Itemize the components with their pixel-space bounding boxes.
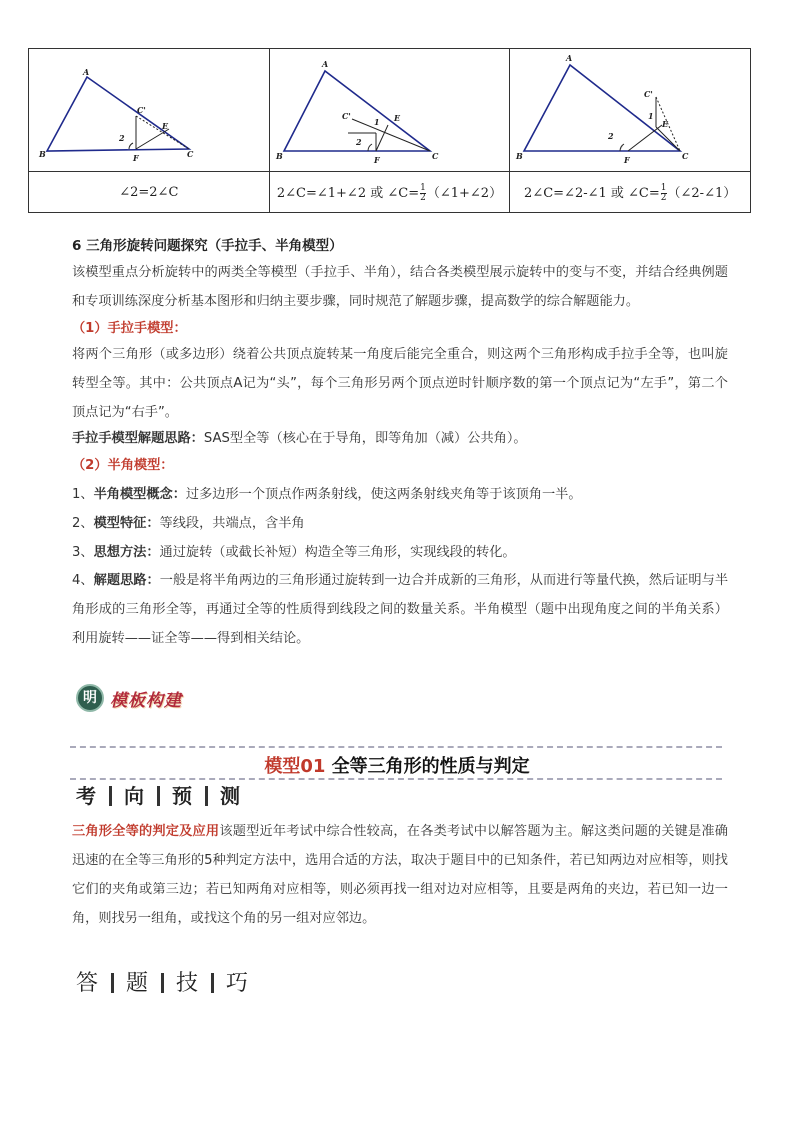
handshake-strategy bbox=[72, 424, 728, 453]
label-c: C bbox=[187, 149, 194, 159]
label-c-prime: C' bbox=[644, 89, 654, 99]
item-number: 4、 bbox=[72, 573, 94, 588]
item-text: 通过旋转（或截长补短）构造全等三角形，实现线段的转化。 bbox=[159, 545, 516, 560]
item-label: 模型特征： bbox=[93, 516, 160, 531]
item-text: 等线段，共端点，含半角 bbox=[159, 516, 305, 531]
figure-1-cell bbox=[29, 49, 270, 172]
item-label: 半角模型概念： bbox=[93, 487, 186, 502]
item-label: 思想方法： bbox=[93, 545, 160, 560]
heading-char: 测 bbox=[220, 784, 241, 808]
heading-char: 预 bbox=[172, 784, 193, 808]
label-b: B bbox=[39, 149, 46, 159]
item-number: 3、 bbox=[72, 545, 94, 560]
section-6-intro: 该模型重点分析旋转中的两类全等模型（手拉手、半角），结合各类模型展示旋转中的变与不变，并结合经典例题和专项训练深度分析基本图形和归纳主要步骤，同时规范了解题步骤，提高数学的综合解题能力。 bbox=[72, 265, 728, 309]
heading-char: 技 bbox=[176, 971, 200, 996]
figure-1-caption: ∠2=2∠C bbox=[29, 172, 270, 213]
label-a: A bbox=[566, 53, 573, 63]
label-angle-2: 2 bbox=[119, 133, 125, 143]
handshake-model-title: （1）手拉手模型： bbox=[72, 321, 187, 336]
figure-table bbox=[28, 48, 751, 213]
figure-2 bbox=[270, 49, 508, 167]
half-angle-item-3 bbox=[72, 538, 728, 567]
figure-3 bbox=[510, 49, 760, 167]
forecast-text bbox=[72, 817, 728, 933]
figure-2-caption bbox=[269, 172, 510, 213]
forecast-label: 三角形全等的判定及应用 bbox=[72, 824, 220, 839]
fraction-denominator: 2 bbox=[420, 192, 426, 203]
label-angle-2: 2 bbox=[608, 131, 614, 141]
model-title-text: 全等三角形的性质与判定 bbox=[331, 756, 530, 777]
half-angle-item-2 bbox=[72, 509, 728, 538]
template-badge bbox=[76, 684, 210, 712]
label-f: F bbox=[133, 153, 139, 163]
heading-char: 答 bbox=[76, 971, 100, 996]
strategy-label: 手拉手模型解题思路： bbox=[72, 431, 204, 446]
label-c-prime: C' bbox=[341, 111, 351, 121]
fraction-denominator: 2 bbox=[660, 192, 667, 203]
item-number: 2、 bbox=[72, 516, 94, 531]
heading-char: 巧 bbox=[226, 971, 250, 996]
fraction bbox=[420, 184, 426, 203]
handshake-model-text: 将两个三角形（或多边形）绕着公共顶点旋转某一角度后能完全重合，则这两个三角形构成手拉手全等，也叫旋转型全等。其中：公共顶点A记为“头”，每个三角形另两个顶点逆时针顺序数的第一个顶点记为“左手”，第二个顶点记为“右手”。 bbox=[72, 347, 728, 420]
section-6-title: 6 三角形旋转问题探究（手拉手、半角模型） bbox=[72, 238, 343, 254]
figure-3-cell bbox=[510, 49, 751, 172]
label-angle-2: 2 bbox=[355, 137, 362, 147]
fraction-numerator: 1 bbox=[420, 182, 426, 193]
caption-part-b: （∠2-∠1） bbox=[667, 185, 737, 201]
tips-heading bbox=[76, 966, 249, 997]
label-b: B bbox=[516, 151, 524, 161]
label-f: F bbox=[624, 155, 630, 165]
divider-top bbox=[70, 746, 722, 748]
item-label: 解题思路： bbox=[93, 573, 160, 588]
fraction-numerator: 1 bbox=[660, 182, 667, 193]
caption-part-b: （∠1+∠2） bbox=[426, 185, 503, 201]
fraction bbox=[661, 184, 667, 203]
label-b: B bbox=[275, 151, 283, 161]
label-e: E bbox=[662, 119, 669, 129]
label-a: A bbox=[83, 67, 90, 77]
item-number: 1、 bbox=[72, 487, 94, 502]
figure-3-caption bbox=[510, 172, 751, 213]
forecast-body: 该题型近年考试中综合性较高，在各类考试中以解答题为主。解这类问题的关键是准确迅速的在全等三角形的5种判定方法中，选用合适的方法，取决于题目中的已知条件，若已知两边对应相等，则找它们的夹角或第三边；若已知两角对应相等，则必须再找一组对边对应相等，且要是两角的夹边，若已知一边一角，则找另一组角，或找这个角的另一组对应邻边。 bbox=[72, 824, 728, 926]
label-angle-1: 1 bbox=[648, 111, 654, 121]
heading-char: 考 bbox=[76, 784, 97, 808]
badge-text: 模板构建 bbox=[110, 691, 182, 711]
label-c-prime: C' bbox=[137, 105, 146, 115]
caption-part-a: 2∠C=∠2-∠1 或 ∠C= bbox=[524, 185, 660, 201]
heading-char: 向 bbox=[124, 784, 145, 808]
half-angle-item-1 bbox=[72, 480, 728, 509]
label-c: C bbox=[431, 151, 439, 161]
label-c: C bbox=[682, 151, 689, 161]
heading-char: 题 bbox=[126, 971, 150, 996]
badge-icon: 明 bbox=[76, 684, 104, 712]
figure-2-cell bbox=[269, 49, 510, 172]
label-f: F bbox=[373, 155, 380, 165]
label-e: E bbox=[393, 113, 400, 123]
label-angle-1: 1 bbox=[373, 117, 380, 127]
half-angle-item-4 bbox=[72, 566, 728, 653]
label-e: E bbox=[162, 121, 169, 131]
label-a: A bbox=[321, 59, 328, 69]
strategy-text: SAS型全等（核心在于导角，即等角加（减）公共角）。 bbox=[203, 431, 527, 446]
model-01-title bbox=[0, 752, 794, 778]
figure-1 bbox=[29, 49, 261, 167]
half-angle-model-title: （2）半角模型： bbox=[72, 458, 174, 473]
item-text: 过多边形一个顶点作两条射线，使这两条射线夹角等于该顶角一半。 bbox=[185, 487, 582, 502]
item-text: 一般是将半角两边的三角形通过旋转到一边合并成新的三角形，从而进行等量代换，然后证明与半角形成的三角形全等，再通过全等的性质得到线段之间的数量关系。半角模型（题中出现角度之间的半角关系）利用旋转——证全等——得到相关结论。 bbox=[72, 573, 729, 646]
forecast-heading bbox=[76, 780, 241, 809]
model-number: 模型01 bbox=[264, 756, 326, 777]
caption-part-a: 2∠C=∠1+∠2 或 ∠C= bbox=[276, 185, 420, 201]
